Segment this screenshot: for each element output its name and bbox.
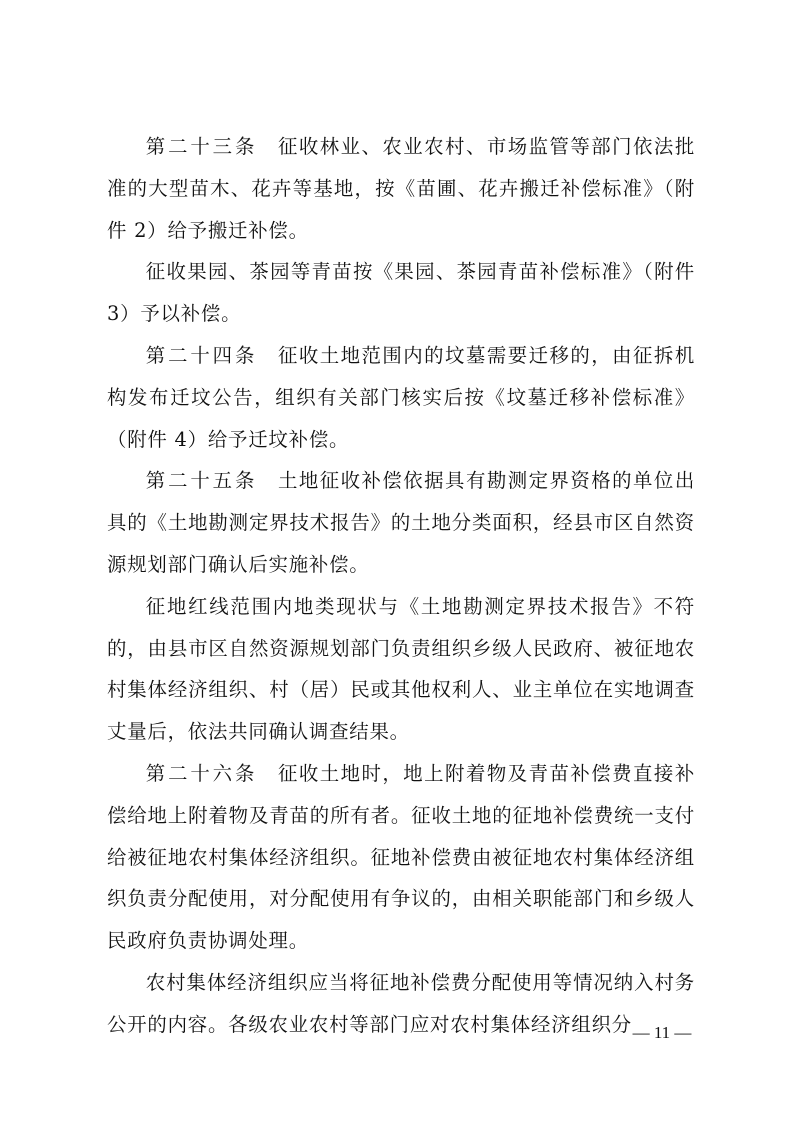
paragraph-text: 征收果园、茶园等青苗按《果园、茶园青苗补偿标准》（附件 3）予以补偿。 [107,260,695,326]
article-heading: 第二十四条 [145,343,258,367]
paragraph-text: 征收土地时，地上附着物及青苗补偿费直接补偿给地上附着物及青苗的所有者。征收土地的征地补偿费统一支付给被征地农村集体经济组织。征地补偿费由被征地农村集体经济组织负责分配使用，对分配使用有争议的，由相关职能部门和乡级人民政府负责协调处理。 [107,761,696,953]
article-24-paragraph [107,335,695,460]
page-number: — 11 — [632,1023,692,1042]
article-heading: 第二十五条 [145,469,258,493]
paragraph-text: 征收土地范围内的坟墓需要迁移的，由征拆机构发布迁坟公告，组织有关部门核实后按《坟墓迁移补偿标准》（附件 4）给予迁坟补偿。 [107,343,696,451]
article-heading: 第二十三条 [145,135,258,158]
paragraph-text: 土地征收补偿依据具有勘测定界资格的单位出具的《土地勘测定界技术报告》的土地分类面积，经县市区自然资源规划部门确认后实施补偿。 [107,469,696,576]
village-affairs-paragraph [107,962,695,1046]
land-survey-paragraph [107,586,695,753]
article-25-paragraph [107,460,695,585]
paragraph-text: 征收林业、农业农村、市场监管等部门依法批准的大型苗木、花卉等基地，按《苗圃、花卉搬迁补偿标准》（附件 2）给予搬迁补偿。 [107,135,696,242]
orchard-compensation-paragraph [107,251,695,335]
article-23-paragraph [107,126,695,251]
paragraph-text: 征地红线范围内地类现状与《土地勘测定界技术报告》不符的，由县市区自然资源规划部门负责组织乡级人民政府、被征地农村集体经济组织、村（居）民或其他权利人、业主单位在实地调查丈量后，依法共同确认调查结果。 [107,594,695,744]
article-26-paragraph [107,753,695,962]
article-heading: 第二十六条 [145,761,258,785]
document-body [107,126,695,1046]
paragraph-text: 农村集体经济组织应当将征地补偿费分配使用等情况纳入村务公开的内容。各级农业农村等部门应对农村集体经济组织分 [107,970,695,1036]
